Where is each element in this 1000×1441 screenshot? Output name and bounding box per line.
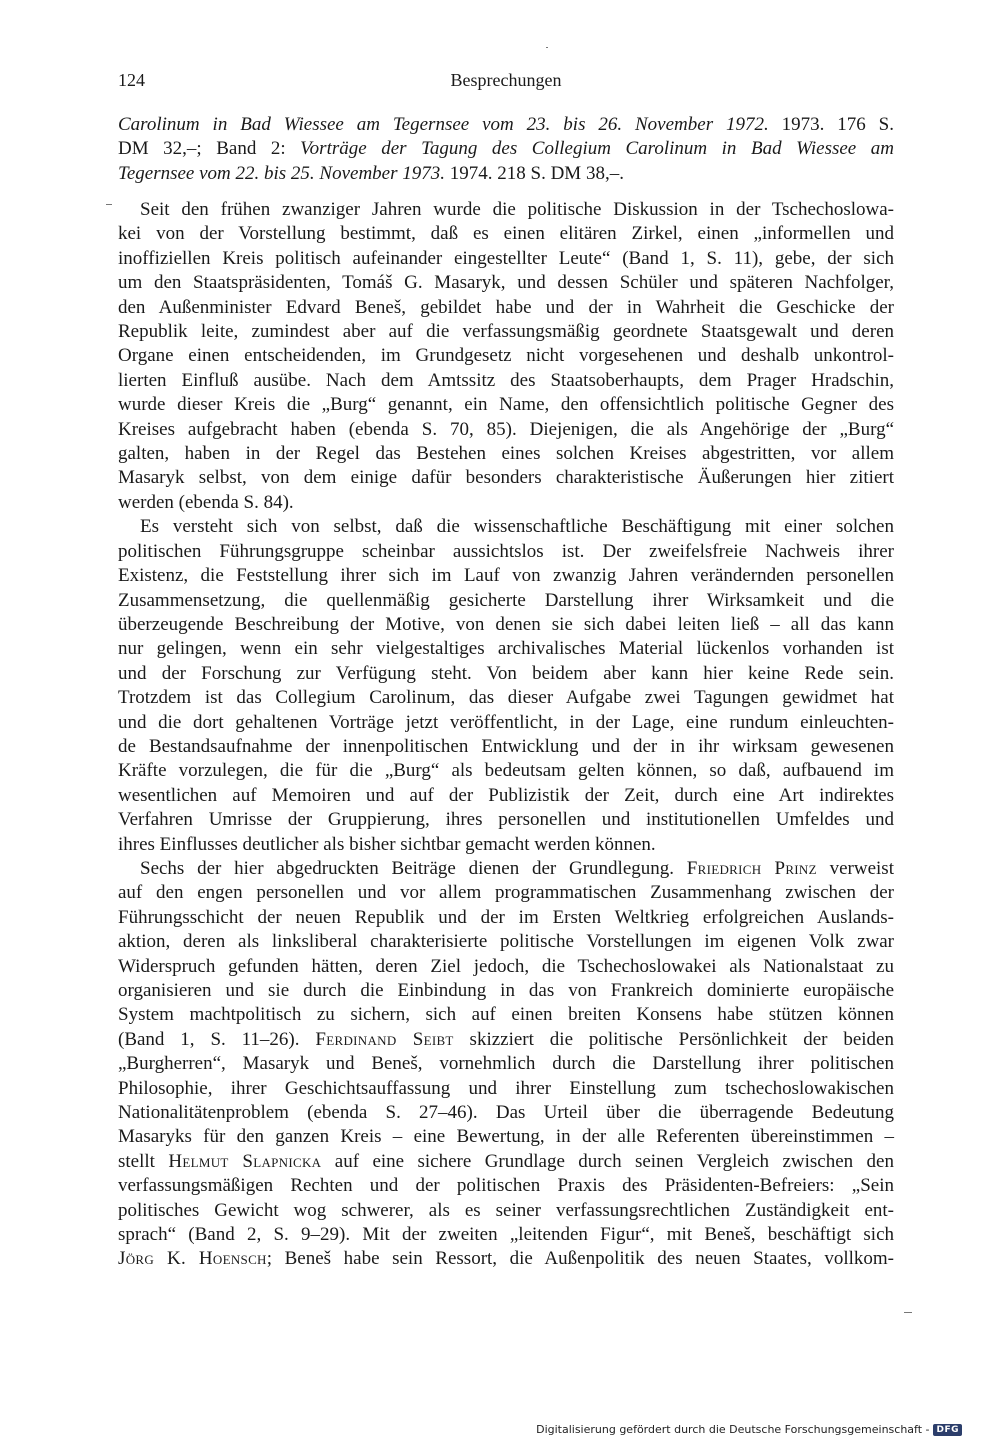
text-line: Masaryks für den ganzen Kreis – eine Bewertung, in der alle Referenten übereinstimmen – — [118, 1126, 894, 1148]
section-title: Besprechungen — [450, 70, 562, 90]
scan-artifact — [106, 204, 112, 205]
text-line: Trotzdem ist das Collegium Carolinum, das dieser Aufgabe zwei Tagungen gewidmet hat — [118, 687, 894, 709]
text-line: Kräfte vorzulegen, die für die „Burg“ als bedeutsam gelten können, so daß, aufbauend im — [118, 760, 894, 782]
text-line: stellt Helmut Slapnicka auf eine sichere Grundlage durch seinen Vergleich zwischen den — [118, 1150, 894, 1172]
text-line: System machtpolitisch zu sichern, sich auf einen breiten Konsens habe stützen können — [118, 1004, 894, 1026]
text-line: nur gelingen, wenn ein sehr vielgestaltiges archivalisches Material lückenlos vorhanden ist — [118, 638, 894, 660]
paragraph — [118, 857, 894, 1272]
citation-line-1: Carolinum in Bad Wiessee am Tegernsee vom 23. bis 26. November 1972. 1973. 176 S. — [118, 114, 894, 135]
text-line: um den Staatspräsidenten, Tomáš G. Masaryk, und dessen Schüler und späteren Nachfolger, — [118, 272, 894, 294]
text-line: Zusammensetzung, die quellenmäßig gesicherte Darstellung ihrer Wirksamkeit und die — [118, 589, 894, 611]
text-line: ihres Einflusses deutlicher als bisher sichtbar gemacht werden können. — [118, 833, 656, 855]
text-line: galten, haben in der Regel das Bestehen eines solchen Kreises abgestritten, vor allem — [118, 443, 894, 465]
text-line: Masaryk selbst, von dem einige dafür besonders charakteristische Äußerungen hier zitiert — [118, 467, 894, 489]
text-line: auf den engen personellen und vor allem programmatischen Zusammenhang zwischen der — [118, 882, 894, 904]
text-line: Führungsschicht der neuen Republik und der im Ersten Weltkrieg erfolgreichen Auslands- — [118, 906, 894, 928]
text-line: und der Forschung zur Verfügung steht. Von beidem aber kann hier keine Rede sein. — [118, 662, 894, 684]
citation-line-2: DM 32,–; Band 2: Vorträge der Tagung des Collegium Carolinum in Bad Wiessee am — [118, 138, 894, 160]
text-line: verfassungsmäßigen Rechten und der politischen Praxis des Präsidenten-Befreiers: „Sein — [118, 1175, 894, 1197]
digitization-footer — [536, 1423, 962, 1436]
text-line: werden (ebenda S. 84). — [118, 491, 294, 513]
text-line: „Burgherren“, Masaryk und Beneš, vornehmlich durch die Darstellung ihrer politischen — [118, 1053, 894, 1075]
digitization-note: Digitalisierung gefördert durch die Deutsche Forschungsgemeinschaft - — [536, 1423, 930, 1436]
review-body — [118, 198, 894, 1272]
text-line: Nationalitätenproblem (ebenda S. 27–46). Das Urteil über die überragende Bedeutung — [118, 1102, 894, 1124]
page-number: 124 — [118, 70, 145, 90]
bibliographic-citation — [118, 113, 894, 186]
citation-line-3: Tegernsee vom 22. bis 25. November 1973. 1974. 218 S. DM 38,–. — [118, 162, 624, 184]
text-line: de Bestandsaufnahme der innenpolitischen Entwicklung und der in ihr wirksam gewesenen — [118, 735, 894, 757]
scan-artifact — [546, 47, 548, 48]
text-line: sprach“ (Band 2, S. 9–29). Mit der zweiten „leitenden Figur“, mit Beneš, beschäftigt sich — [118, 1224, 894, 1246]
text-line: den Außenminister Edvard Beneš, gebildet habe und der in Wahrheit die Geschicke der — [118, 296, 894, 318]
text-line: inoffiziellen Kreis politisch aufeinander eingestellter Leute“ (Band 1, S. 11), gebe, der sich — [118, 247, 894, 269]
text-line: politisches Gewicht wog schwerer, als es seiner verfassungsrechtlichen Zuständigkeit ent- — [118, 1199, 894, 1221]
text-line: Sechs der hier abgedruckten Beiträge dienen der Grundlegung. Friedrich Prinz verweist — [140, 857, 894, 879]
text-line: überzeugende Beschreibung der Motive, von denen sie sich dabei leiten ließ – all das kann — [118, 613, 894, 635]
text-line: Jörg K. Hoensch; Beneš habe sein Ressort, die Außenpolitik des neuen Staates, vollkom- — [118, 1248, 894, 1270]
text-line: Verfahren Umrisse der Gruppierung, ihres personellen und institutionellen Umfeldes und — [118, 809, 894, 831]
text-line: Es versteht sich von selbst, daß die wissenschaftliche Beschäftigung mit einer solchen — [140, 516, 894, 538]
text-line: und die dort gehaltenen Vorträge jetzt veröffentlicht, in der Lage, eine rundum einleuchten- — [118, 711, 894, 733]
text-line: Seit den frühen zwanziger Jahren wurde die politische Diskussion in der Tschechoslowa- — [140, 199, 894, 220]
text-line: kei von der Vorstellung bestimmt, daß es einen elitären Zirkel, einen „informellen und — [118, 223, 894, 245]
dfg-logo: DFG — [933, 1424, 962, 1436]
text-line: Philosophie, ihrer Geschichtsauffassung und ihrer Einstellung zum tschechoslowakischen — [118, 1077, 894, 1099]
paragraph — [118, 198, 894, 515]
text-line: organisieren und sie durch die Einbindung in das von Frankreich dominierte europäische — [118, 980, 894, 1001]
text-line: wurde dieser Kreis die „Burg“ genannt, ein Name, den offensichtlich politische Gegner des — [118, 394, 894, 416]
text-line: Existenz, die Feststellung ihrer sich im Lauf von zwanzig Jahren verändernden personellen — [118, 565, 894, 587]
text-line: Republik leite, zumindest aber auf die verfassungsmäßig geordnete Staatsgewalt und deren — [118, 321, 894, 343]
text-line: aktion, deren als linksliberal charakterisierte politische Vorstellungen im eigenen Volk zwar — [118, 931, 894, 953]
running-head — [118, 70, 894, 98]
text-line: wesentlichen auf Memoiren und auf der Publizistik der Zeit, durch eine Art indirektes — [118, 784, 894, 806]
scan-artifact — [904, 1312, 912, 1313]
text-line: (Band 1, S. 11–26). Ferdinand Seibt skizziert die politische Persönlichkeit der beiden — [118, 1028, 894, 1050]
text-line: Kreises aufgebracht haben (ebenda S. 70, 85). Diejenigen, die als Angehörige der „Burg“ — [118, 418, 894, 440]
text-line: Organe einen entscheidenden, im Grundgesetz nicht vorgesehenen und deshalb unkontrol- — [118, 345, 894, 367]
text-line: politischen Führungsgruppe scheinbar aussichtslos ist. Der zweifelsfreie Nachweis ihrer — [118, 540, 894, 562]
paragraph — [118, 515, 894, 857]
text-line: lierten Einfluß ausübe. Nach dem Amtssitz des Staatsoberhaupts, dem Prager Hradschin, — [118, 369, 894, 391]
text-line: Widerspruch gefunden hätten, deren Ziel jedoch, die Tschechoslowakei als Nationalstaat zu — [118, 955, 894, 977]
